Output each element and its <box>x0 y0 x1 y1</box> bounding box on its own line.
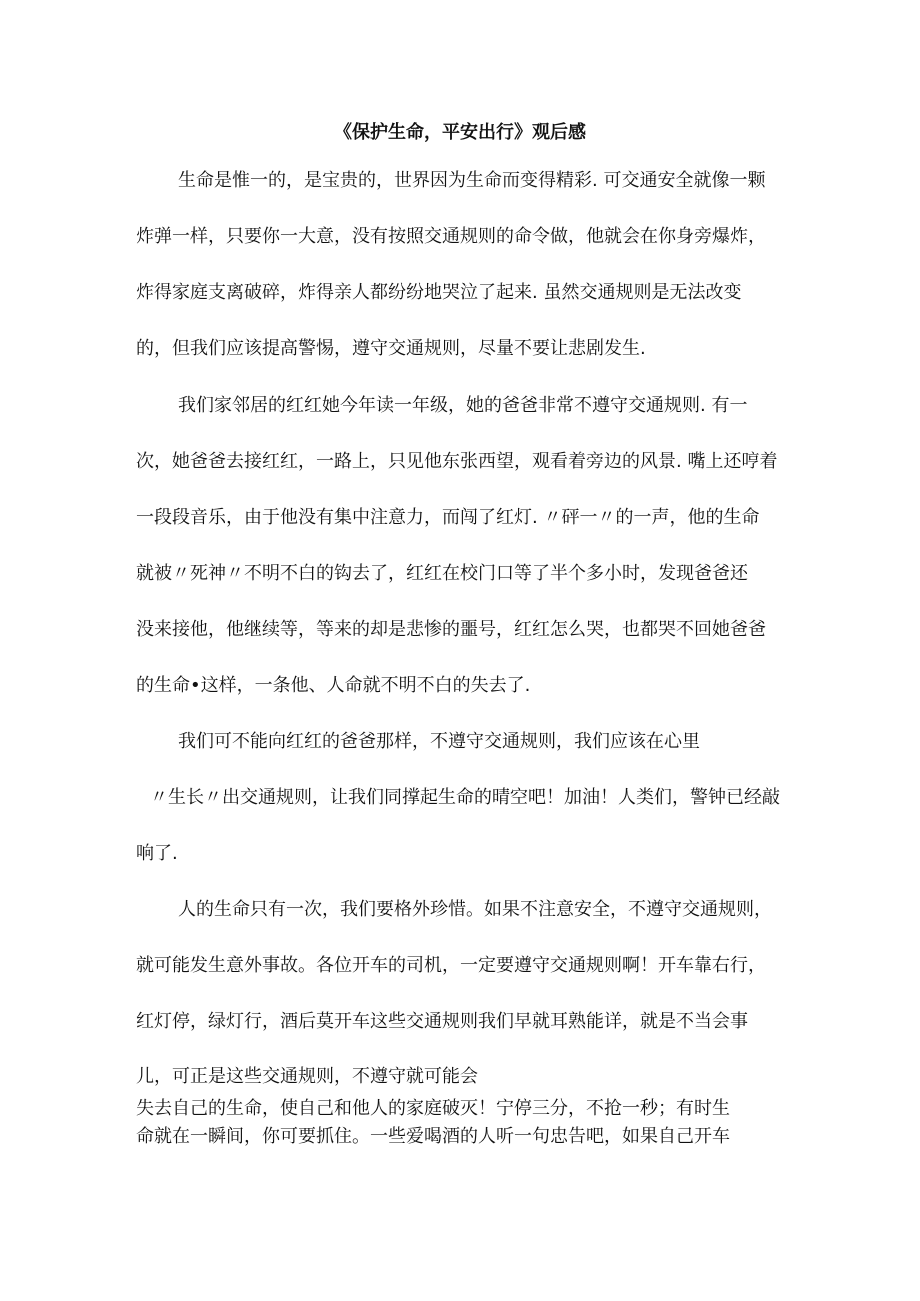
paragraph-2-line-1: 我们家邻居的红红她今年读一年级，她的爸爸非常不遵守交通规则. 有一 <box>178 395 748 416</box>
paragraph-1-line-2: 炸弹一样，只要你一大意，没有按照交通规则的命令做，他就会在你身旁爆炸， <box>136 226 766 247</box>
paragraph-4-line-5: 失去自己的生命，使自己和他人的家庭破灭！宁停三分，不抢一秒；有时生 <box>136 1098 730 1119</box>
paragraph-4-line-2: 就可能发生意外事故。各位开车的司机，一定要遵守交通规则啊！开车靠右行， <box>136 955 766 976</box>
paragraph-2-line-6: 的生命•这样，一条他、人命就不明不白的失去了. <box>136 675 531 696</box>
paragraph-4-line-3: 红灯停，绿灯行，酒后莫开车这些交通规则我们早就耳熟能详，就是不当会事 <box>136 1011 748 1032</box>
paragraph-3-line-1: 我们可不能向红红的爸爸那样，不遵守交通规则，我们应该在心里 <box>178 731 700 752</box>
paragraph-2-line-4: 就被〃死神〃不明不白的钩去了，红红在校门口等了半个多小时，发现爸爸还 <box>136 563 748 584</box>
paragraph-4-line-4: 儿，可正是这些交通规则，不遵守就可能会 <box>136 1066 478 1087</box>
paragraph-2-line-2: 次，她爸爸去接红红，一路上，只见他东张西望，观看着旁边的风景. 嘴上还哼着 <box>136 451 778 472</box>
paragraph-2-line-5: 没来接他，他继续等，等来的却是悲惨的噩号，红红怎么哭，也都哭不回她爸爸 <box>136 619 766 640</box>
paragraph-3-line-2: 〃生长〃出交通规则，让我们同撑起生命的晴空吧！加油！人类们，警钟已经敲 <box>150 787 780 808</box>
paragraph-1-line-4: 的，但我们应该提高警惕，遵守交通规则，尽量不要让悲剧发生. <box>136 338 646 359</box>
paragraph-2-line-3: 一段段音乐，由于他没有集中注意力，而闯了红灯. 〃砰一〃的一声，他的生命 <box>136 507 760 528</box>
paragraph-4-line-1: 人的生命只有一次，我们要格外珍惜。如果不注意安全，不遵守交通规则， <box>178 899 772 920</box>
paragraph-1-line-1: 生命是惟一的，是宝贵的，世界因为生命而变得精彩. 可交通安全就像一颗 <box>178 170 766 191</box>
document-title: 《保护生命，平安出行》观后感 <box>334 122 586 143</box>
paragraph-1-line-3: 炸得家庭支离破碎，炸得亲人都纷纷地哭泣了起来. 虽然交通规则是无法改变 <box>136 282 742 303</box>
paragraph-3-line-3: 响了. <box>136 843 178 864</box>
paragraph-4-line-6: 命就在一瞬间，你可要抓住。一些爱喝酒的人听一句忠告吧，如果自己开车 <box>136 1126 730 1147</box>
